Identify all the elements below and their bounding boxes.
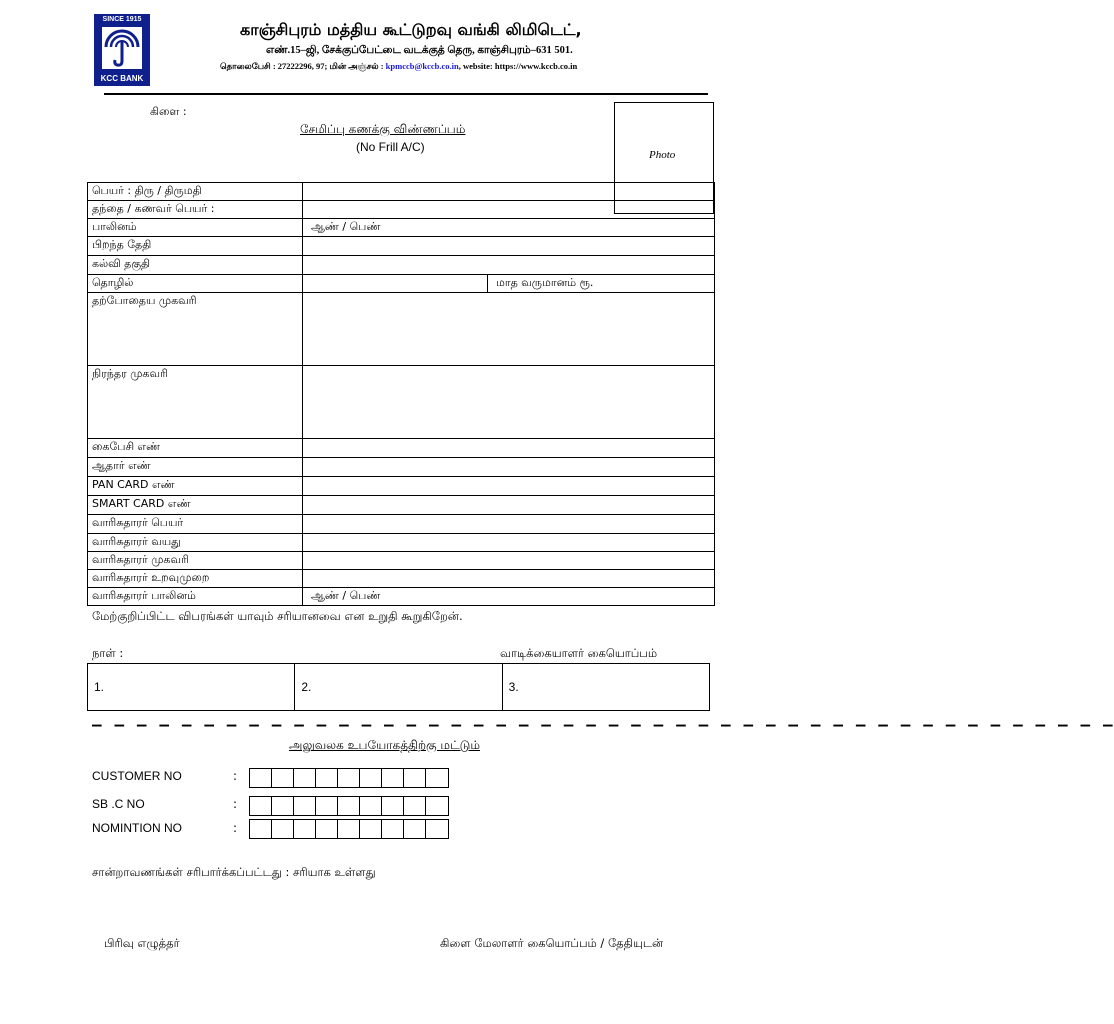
photo-label: Photo — [649, 149, 676, 161]
field-label: SMART CARD எண் — [88, 496, 303, 515]
field-label: கைபேசி எண் — [88, 439, 303, 458]
logo-since-text: SINCE 1915 — [102, 16, 142, 23]
branch-manager-signature-label: கிளை மேலாளர் கையொப்பம் / தேதியுடன் — [440, 936, 664, 950]
customer-no-label: CUSTOMER NO — [92, 769, 182, 783]
documents-verified-text: சான்றாவணங்கள் சரிபார்க்கப்பட்டது : சரியாக உள்ளது — [92, 865, 376, 879]
field-dob-input[interactable] — [303, 237, 715, 256]
sb-c-no-label: SB .C NO — [92, 797, 145, 811]
contact-website: , website: https://www.kccb.co.in — [458, 61, 578, 71]
field-gender-input[interactable]: ஆண் / பெண் — [303, 219, 715, 237]
field-nominee-name-input[interactable] — [303, 515, 715, 534]
signature-box-2[interactable]: 2. — [295, 664, 502, 711]
signature-boxes — [87, 663, 710, 711]
table-row — [88, 588, 715, 606]
table-row — [88, 366, 715, 439]
field-label: தந்தை / கணவர் பெயர் : — [88, 201, 303, 219]
sb-c-no-boxes[interactable] — [249, 796, 449, 816]
field-education-input[interactable] — [303, 256, 715, 275]
declaration-text: மேற்குறிப்பிட்ட விபரங்கள் யாவும் சரியானவை என உறுதி கூறுகிறேன். — [92, 609, 463, 623]
table-row — [88, 183, 715, 201]
field-label: தற்போதைய முகவரி — [88, 293, 303, 366]
date-label: நாள் : — [92, 646, 124, 660]
table-row — [88, 552, 715, 570]
field-label: கல்வி தகுதி — [88, 256, 303, 275]
field-label: தொழில் — [88, 275, 303, 293]
bank-logo — [94, 14, 150, 86]
field-label: வாரிசுதாரர் பெயர் — [88, 515, 303, 534]
signature-box-3[interactable]: 3. — [502, 664, 709, 711]
table-row — [88, 256, 715, 275]
field-label: பாலினம் — [88, 219, 303, 237]
table-row — [88, 201, 715, 219]
nomination-no-label: NOMINTION NO — [92, 821, 182, 835]
table-row — [88, 293, 715, 366]
logo-bank-text: KCC BANK — [100, 74, 144, 83]
cut-line-divider: – – – – – – – – – – – – – – – – – – – – – – – – – – – – – – – – – – – – – – – – – – – – – – — [92, 715, 1114, 734]
field-label: பெயர் : திரு / திருமதி — [88, 183, 303, 201]
table-row — [88, 515, 715, 534]
field-permanent-address-input[interactable] — [303, 366, 715, 439]
table-row — [88, 439, 715, 458]
office-use-title: அலுவலக உபயோகத்திற்கு மட்டும் — [289, 738, 481, 752]
form-title: சேமிப்பு கணக்கு விண்ணப்பம் — [300, 122, 466, 136]
table-row — [88, 458, 715, 477]
nomination-no-colon: : — [233, 821, 238, 835]
field-guardian-input[interactable] — [303, 201, 715, 219]
table-row — [88, 275, 715, 293]
bank-address: எண்.15–ஜி, சேக்குப்பேட்டை வடக்குத் தெரு, காஞ்சிபுரம்–631 501. — [266, 45, 573, 56]
table-row — [88, 570, 715, 588]
field-occupation-input[interactable] — [303, 275, 488, 293]
customer-signature-label: வாடிக்கையாளர் கையொப்பம் — [500, 646, 658, 660]
field-label: நிரந்தர முகவரி — [88, 366, 303, 439]
field-nominee-relation-input[interactable] — [303, 570, 715, 588]
field-nominee-gender-input[interactable]: ஆண் / பெண் — [303, 588, 715, 606]
table-row — [88, 496, 715, 515]
customer-no-boxes[interactable] — [249, 768, 449, 788]
field-label: வாரிசுதாரர் உறவுமுறை — [88, 570, 303, 588]
bank-name: காஞ்சிபுரம் மத்திய கூட்டுறவு வங்கி லிமிடெட், — [240, 20, 582, 39]
branch-label: கிளை : — [150, 105, 187, 118]
field-aadhaar-input[interactable] — [303, 458, 715, 477]
table-row — [88, 219, 715, 237]
field-label: வாரிசுதாரர் முகவரி — [88, 552, 303, 570]
customer-no-colon: : — [233, 769, 238, 783]
field-nominee-age-input[interactable] — [303, 534, 715, 552]
field-nominee-address-input[interactable] — [303, 552, 715, 570]
signature-box-1[interactable]: 1. — [88, 664, 295, 711]
table-row — [88, 477, 715, 496]
form-subtitle: (No Frill A/C) — [356, 140, 425, 154]
field-mobile-input[interactable] — [303, 439, 715, 458]
field-name-input[interactable] — [303, 183, 715, 201]
field-label: PAN CARD எண் — [88, 477, 303, 496]
field-label: பிறந்த தேதி — [88, 237, 303, 256]
field-label: ஆதார் எண் — [88, 458, 303, 477]
table-row — [88, 534, 715, 552]
field-smart-card-input[interactable] — [303, 496, 715, 515]
table-row — [88, 237, 715, 256]
sb-c-no-colon: : — [233, 797, 238, 811]
applicant-details-table — [87, 182, 715, 606]
field-label: வாரிசுதாரர் வயது — [88, 534, 303, 552]
umbrella-emblem-icon — [102, 27, 142, 69]
field-pan-input[interactable] — [303, 477, 715, 496]
nomination-no-boxes[interactable] — [249, 819, 449, 839]
field-label: வாரிசுதாரர் பாலினம் — [88, 588, 303, 606]
field-income-input[interactable]: மாத வருமானம் ரூ. — [488, 275, 715, 293]
header-divider — [104, 93, 708, 95]
contact-email-link[interactable]: kpmccb@kccb.co.in — [385, 61, 459, 71]
bank-contact — [220, 61, 577, 73]
field-current-address-input[interactable] — [303, 293, 715, 366]
contact-phone: தொலைபேசி : 27222296, 97; மின் அஞ்சல் : — [220, 61, 386, 71]
section-clerk-label: பிரிவு எழுத்தர் — [104, 936, 180, 950]
